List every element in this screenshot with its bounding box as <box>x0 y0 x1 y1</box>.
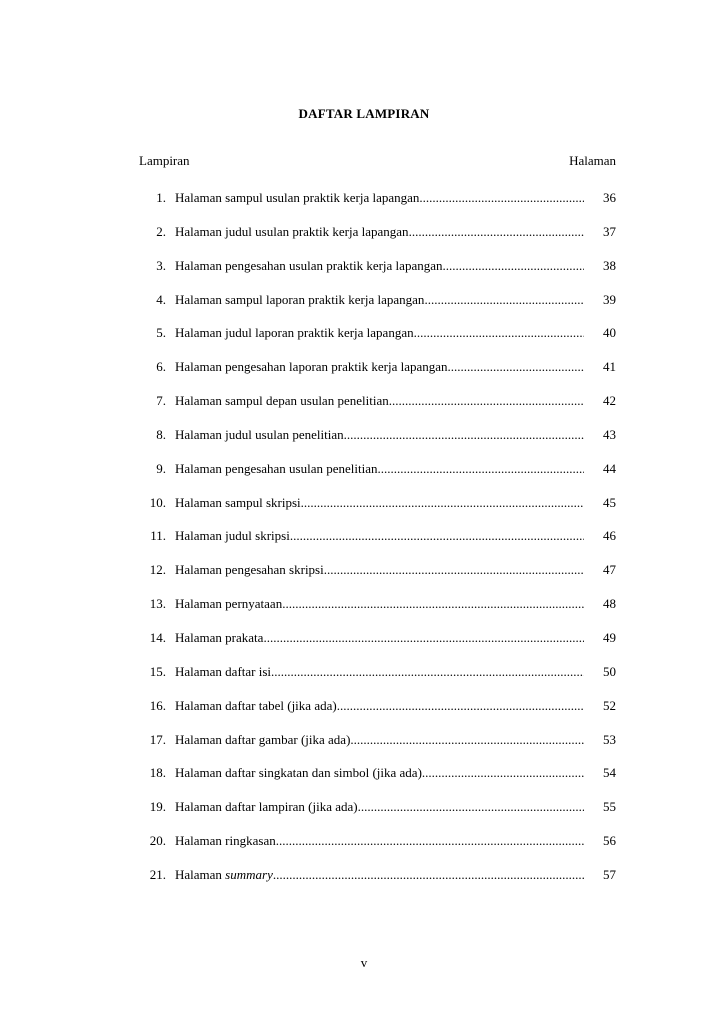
entry-number: 6. <box>156 359 166 375</box>
entry-number: 4. <box>156 291 166 307</box>
entry-title: Halaman sampul skripsi ..... <box>175 495 584 511</box>
column-header-row <box>139 153 616 171</box>
list-item <box>0 292 728 326</box>
entry-title: Halaman daftar gambar (jika ada) ..... <box>175 732 584 748</box>
entry-number: 21. <box>149 866 166 882</box>
entry-title: Halaman pengesahan laporan praktik kerja lapangan ..... <box>175 359 584 375</box>
entry-number: 14. <box>149 629 166 645</box>
list-item <box>0 359 728 393</box>
entry-number: 16. <box>149 697 166 713</box>
entry-number: 17. <box>149 731 166 747</box>
entry-number: 1. <box>156 190 166 205</box>
entry-page-number: 41 <box>603 359 616 375</box>
entry-title: Halaman summary ..... <box>175 867 584 883</box>
page-title: DAFTAR LAMPIRAN <box>298 106 430 121</box>
entry-title: Halaman judul usulan penelitian ..... <box>175 427 584 443</box>
entry-title: Halaman ringkasan ..... <box>175 833 584 849</box>
entry-page-number: 44 <box>603 460 616 476</box>
entry-page-number: 47 <box>603 562 616 578</box>
list-item <box>0 325 728 359</box>
page-number: v <box>360 955 368 970</box>
list-item <box>0 495 728 529</box>
entry-number: 3. <box>156 257 166 273</box>
entry-page-number: 55 <box>603 799 616 815</box>
entry-title: Halaman pengesahan usulan praktik kerja lapangan ..... <box>175 258 584 274</box>
list-item <box>0 664 728 698</box>
entry-page-number: 37 <box>603 223 616 239</box>
entry-number: 12. <box>149 562 166 578</box>
appendix-list <box>0 190 728 901</box>
entry-title: Halaman pengesahan skripsi ..... <box>175 562 584 578</box>
list-item <box>0 224 728 258</box>
entry-title: Halaman sampul laporan praktik kerja lapangan ..... <box>175 292 584 308</box>
entry-title: Halaman daftar singkatan dan simbol (jika ada) ..... <box>175 765 584 781</box>
entry-page-number: 56 <box>603 833 616 849</box>
list-item <box>0 698 728 732</box>
entry-page-number: 53 <box>603 731 616 747</box>
entry-number: 13. <box>149 596 166 612</box>
entry-page-number: 52 <box>603 697 616 713</box>
entry-page-number: 39 <box>603 291 616 307</box>
entry-title: Halaman sampul usulan praktik kerja lapangan ..... <box>175 190 584 206</box>
entry-page-number: 50 <box>603 663 616 679</box>
entry-title: Halaman judul skripsi ..... <box>175 528 584 544</box>
list-item <box>0 765 728 799</box>
entry-number: 8. <box>156 426 166 442</box>
list-item <box>0 596 728 630</box>
entry-number: 15. <box>149 663 166 679</box>
entry-title: Halaman daftar isi ..... <box>175 664 584 680</box>
entry-title: Halaman daftar tabel (jika ada) ..... <box>175 698 584 714</box>
list-item <box>0 190 728 224</box>
entry-page-number: 49 <box>603 629 616 645</box>
entry-page-number: 43 <box>603 426 616 442</box>
entry-number: 18. <box>149 765 166 781</box>
list-item <box>0 799 728 833</box>
list-item <box>0 630 728 664</box>
entry-title: Halaman daftar lampiran (jika ada) ..... <box>175 799 584 815</box>
entry-number: 11. <box>150 528 166 544</box>
entry-number: 20. <box>149 833 166 849</box>
entry-page-number: 46 <box>603 528 616 544</box>
entry-title: Halaman prakata ..... <box>175 630 584 646</box>
entry-page-number: 57 <box>603 866 616 882</box>
column-header-lampiran: Lampiran <box>139 153 190 168</box>
entry-title: Halaman judul usulan praktik kerja lapangan ..... <box>175 224 584 240</box>
entry-number: 5. <box>156 325 166 341</box>
entry-page-number: 36 <box>603 190 616 205</box>
list-item <box>0 867 728 901</box>
entry-page-number: 45 <box>603 494 616 510</box>
entry-page-number: 40 <box>603 325 616 341</box>
list-item <box>0 562 728 596</box>
list-item <box>0 427 728 461</box>
entry-page-number: 54 <box>603 765 616 781</box>
entry-number: 10. <box>149 494 166 510</box>
entry-title: Halaman sampul depan usulan penelitian ..... <box>175 393 584 409</box>
entry-title: Halaman pengesahan usulan penelitian ..... <box>175 461 584 477</box>
list-item <box>0 461 728 495</box>
list-item <box>0 393 728 427</box>
column-header-halaman: Halaman <box>569 153 616 168</box>
entry-page-number: 42 <box>603 393 616 409</box>
entry-page-number: 48 <box>603 596 616 612</box>
entry-number: 19. <box>149 799 166 815</box>
entry-title: Halaman judul laporan praktik kerja lapangan ..... <box>175 325 584 341</box>
entry-title: Halaman pernyataan ..... <box>175 596 584 612</box>
entry-number: 9. <box>156 460 166 476</box>
entry-page-number: 38 <box>603 257 616 273</box>
entry-number: 2. <box>156 223 166 239</box>
list-item <box>0 833 728 867</box>
entry-number: 7. <box>156 393 166 409</box>
list-item <box>0 258 728 292</box>
list-item <box>0 528 728 562</box>
list-item <box>0 732 728 766</box>
